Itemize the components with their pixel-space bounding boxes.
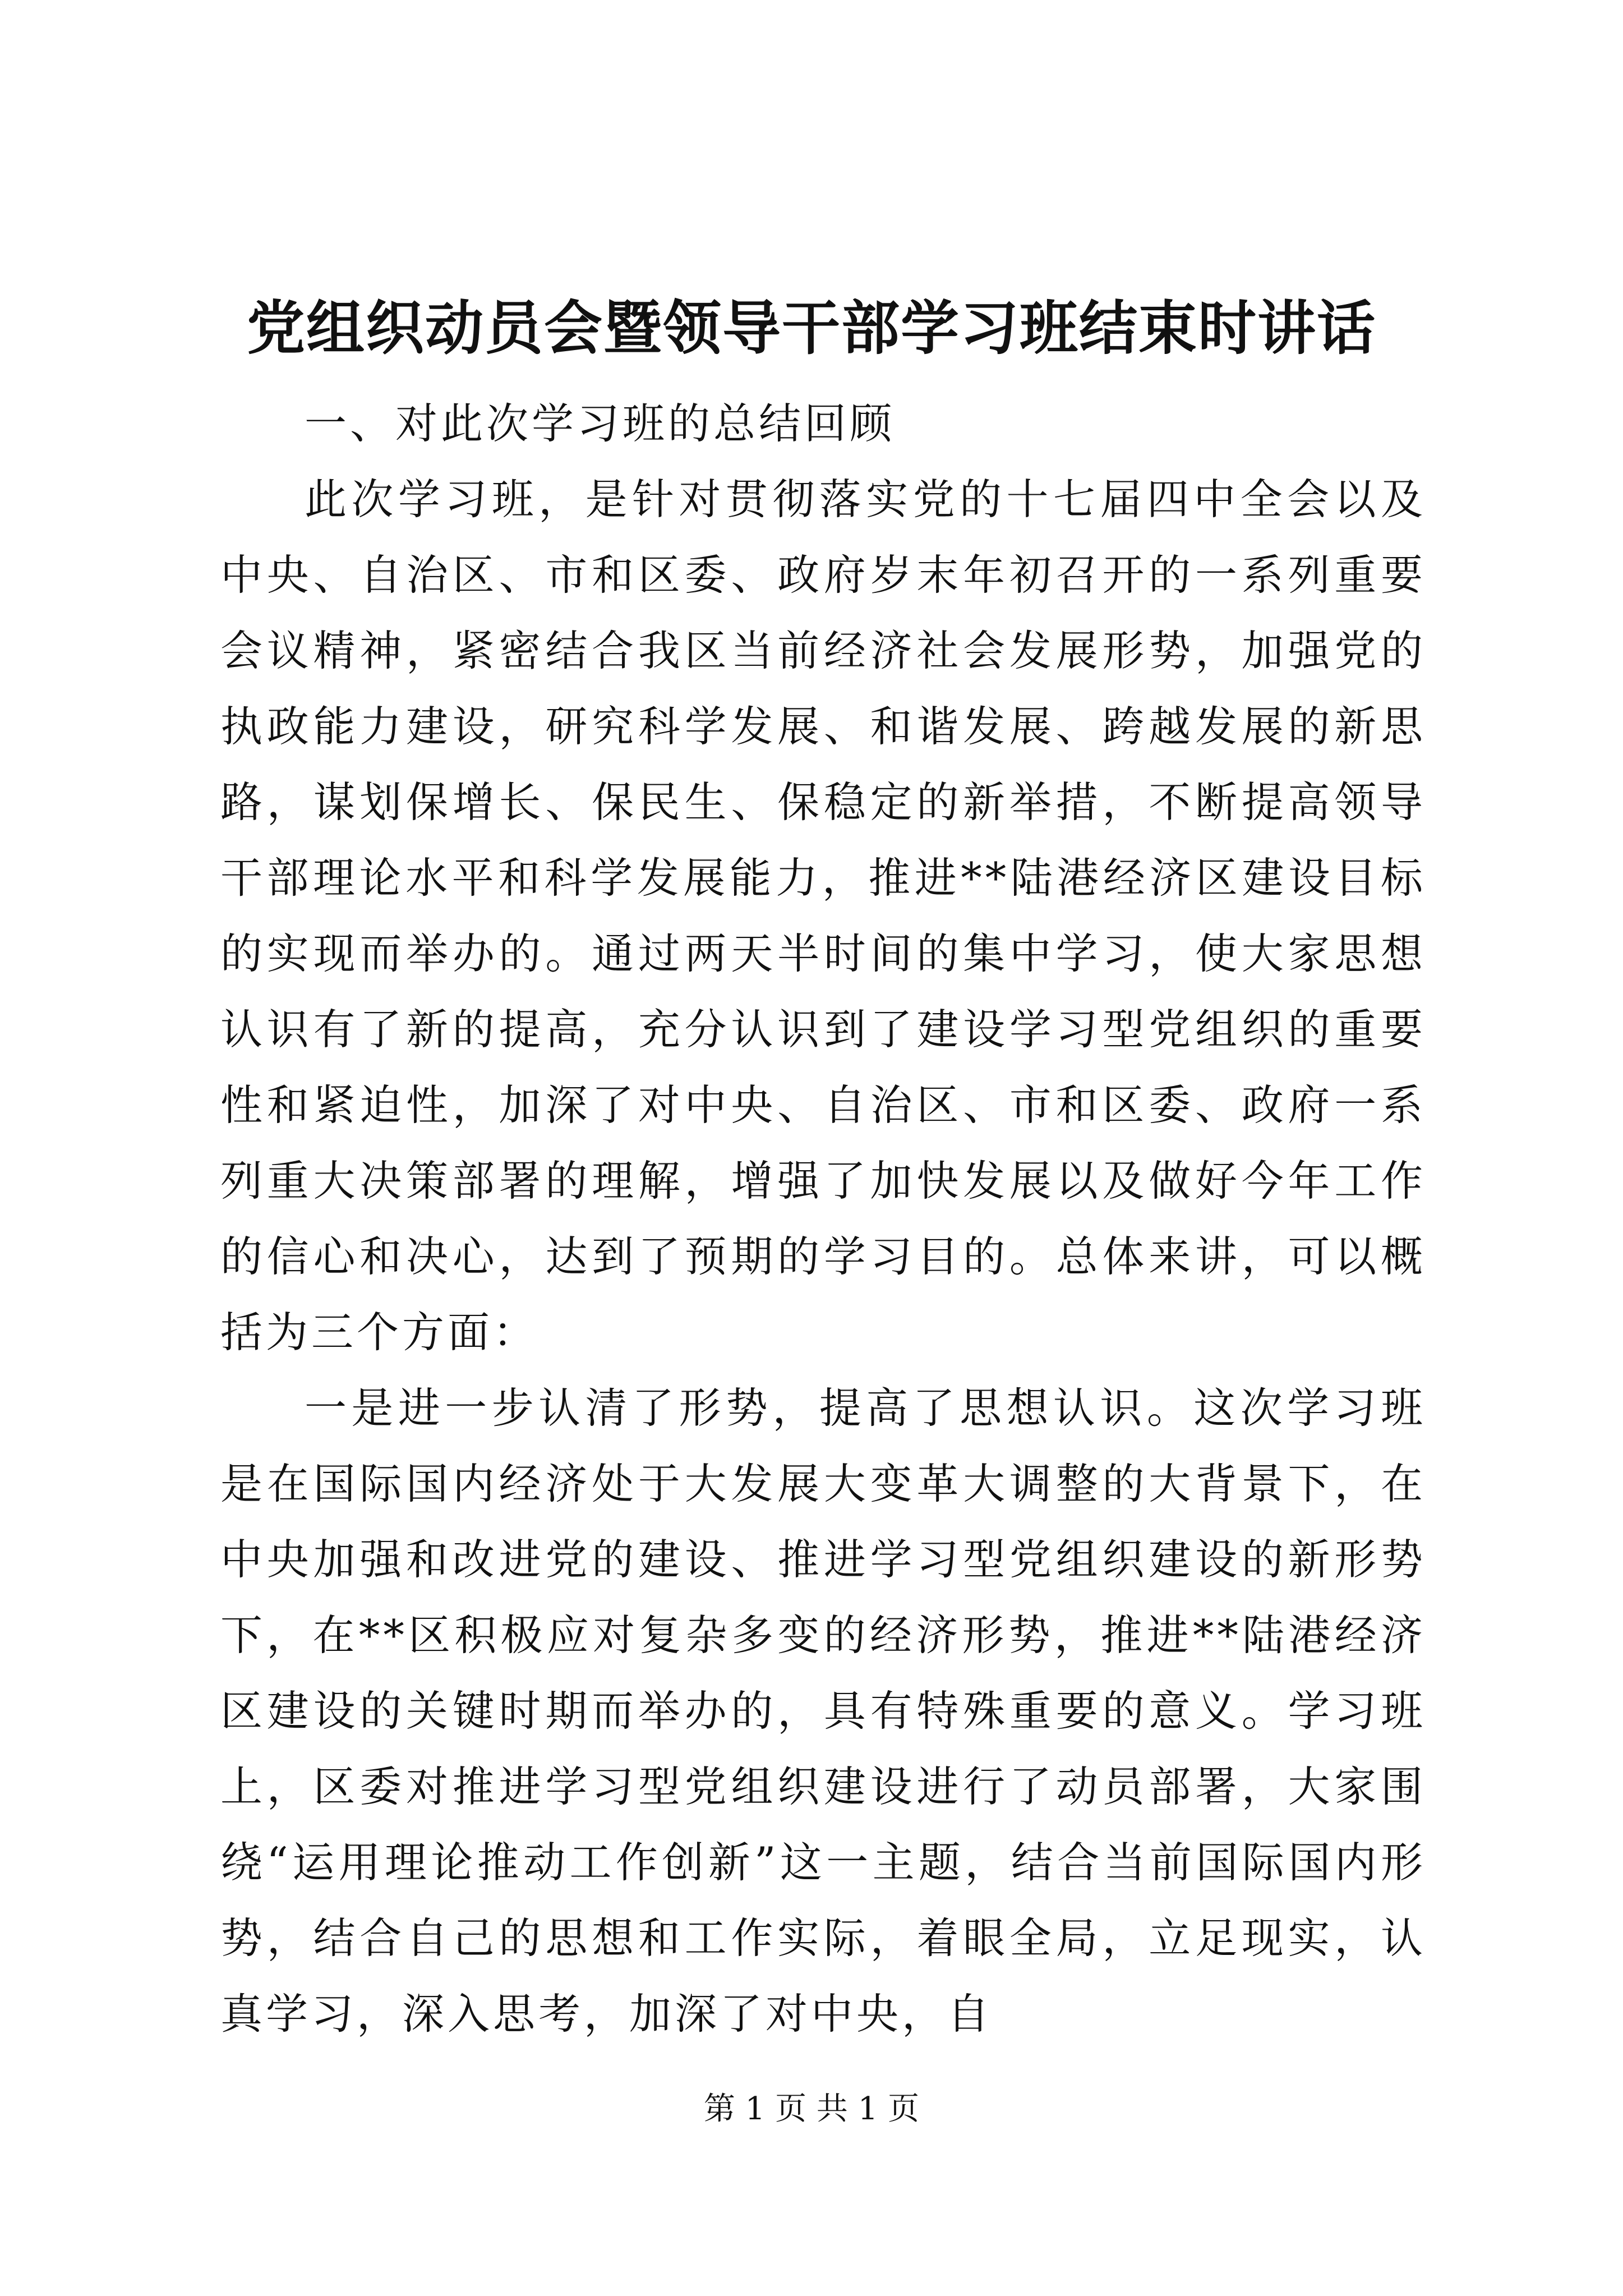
section-heading: 一、对此次学习班的总结回顾 — [305, 399, 896, 448]
document-title: 党组织动员会暨领导干部学习班结束时讲话 — [246, 293, 1376, 362]
paragraph-1: 此次学习班，是针对贯彻落实党的十七届四中全会以及中央、自治区、市和区委、政府岁末年初召开的一系列重要会议精神，紧密结合我区当前经济社会发展形势，加强党的执政能力建设，研究科学发展、和谐发展、跨越发展的新思路，谋划保增长、保民生、保稳定的新举措，不断提高领导干部理论水平和科学发展能力，推进**陆港经济区建设目标的实现而举办的。通过两天半时间的集中学习，使大家思想认识有了新的提高，充分认识到了建设学习型党组织的重要性和紧迫性，加深了对中央、自治区、市和区委、政府一系列重大决策部署的理解，增强了加快发展以及做好今年工作的信心和决心，达到了预期的学习目的。总体来讲，可以概括为三个方面： — [220, 475, 1426, 1357]
page-number-footer: 第 1 页 共 1 页 — [703, 2091, 920, 2127]
paragraph-2: 一是进一步认清了形势，提高了思想认识。这次学习班是在国际国内经济处于大发展大变革大调整的大背景下，在中央加强和改进党的建设、推进学习型党组织建设的新形势下，在**区积极应对复杂多变的经济形势，推进**陆港经济区建设的关键时期而举办的，具有特殊重要的意义。学习班上，区委对推进学习型党组织建设进行了动员部署，大家围绕“运用理论推动工作创新”这一主题，结合当前国际国内形势，结合自己的思想和工作实际，着眼全局，立足现实，认真学习，深入思考，加深了对中央，自 — [220, 1383, 1426, 2039]
document-body — [220, 386, 1426, 2052]
